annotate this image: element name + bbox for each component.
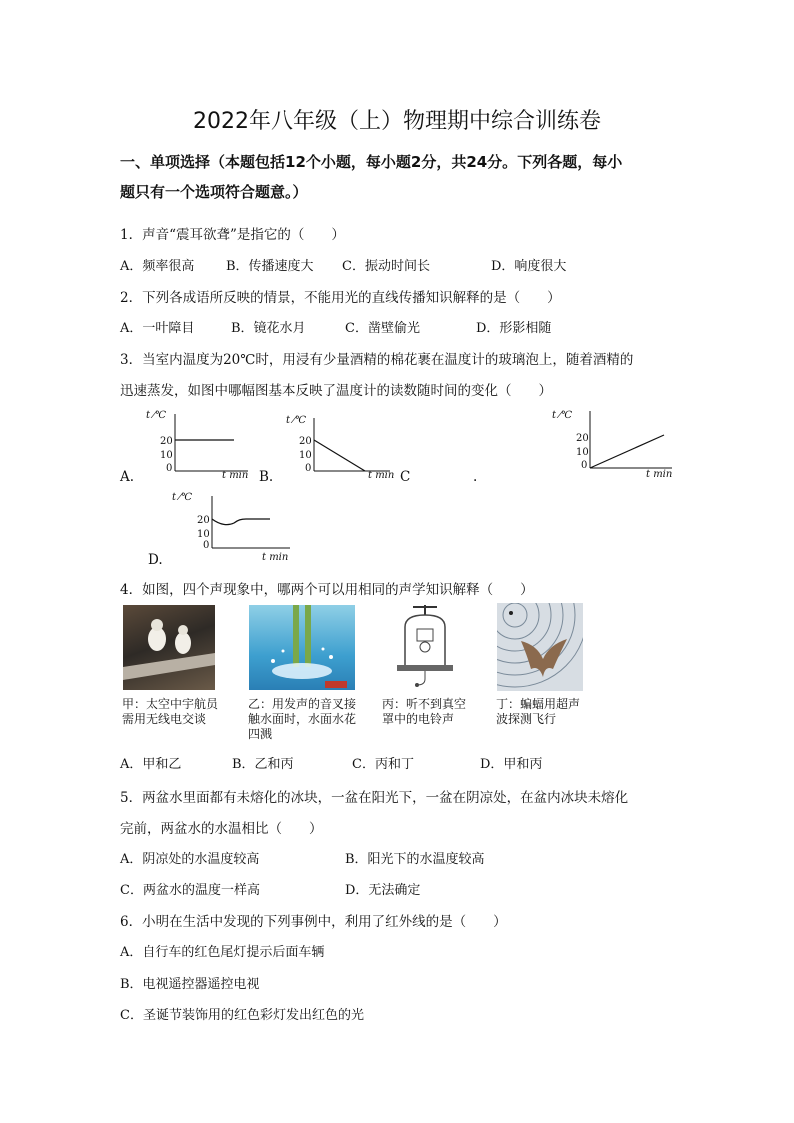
q2-option-c: C．凿壁偷光	[345, 321, 420, 336]
question-5-stem-line2: 完前，两盆水的水温相比（ ）	[120, 821, 323, 837]
q5-option-a: A．阴凉处的水温度较高	[120, 852, 260, 867]
watermark-logo	[325, 681, 347, 688]
caption-ding-line2: 波探测飞行	[496, 712, 557, 726]
q5-option-b: B．阳光下的水温度较高	[345, 852, 485, 867]
graph-d-letter: D.	[148, 552, 163, 568]
graph-b-y-label: t ⁄℃	[286, 415, 307, 426]
graph-c-tick-0: 0	[581, 460, 588, 471]
bell-jar-image	[383, 603, 468, 691]
caption-yi-line2: 触水面时，水面水花	[248, 712, 357, 726]
graph-a-tick-10: 10	[160, 450, 173, 461]
graph-b-tick-20: 20	[299, 436, 312, 447]
caption-bing-line1: 丙：听不到真空	[382, 697, 467, 711]
q1-option-a: A．频率很高	[120, 259, 195, 274]
graph-a-tick-20: 20	[160, 436, 173, 447]
graph-c-x-label: t min	[646, 469, 673, 480]
graph-b-tick-10: 10	[299, 450, 312, 461]
caption-ding-line1: 丁：蝙蝠用超声	[496, 697, 581, 711]
question-1-stem: 1．声音“震耳欲聋”是指它的（ ）	[120, 227, 345, 243]
graph-d-y-label: t ⁄℃	[172, 492, 193, 503]
jar-base	[397, 665, 453, 671]
page-title: 2022年八年级（上）物理期中综合训练卷	[193, 109, 601, 134]
graph-b-x-label: t min	[368, 470, 395, 481]
graph-c-period: .	[473, 469, 478, 485]
q6-option-a: A．自行车的红色尾灯提示后面车辆	[120, 945, 325, 960]
graph-b-curve	[314, 440, 365, 471]
bat-image	[497, 603, 583, 691]
caption-jia-line2: 需用无线电交谈	[122, 712, 207, 726]
section-heading-line1: 一、单项选择（本题包括12个小题，每小题2分，共24分。下列各题，每小	[120, 153, 623, 171]
graph-a-y-label: t ⁄℃	[146, 410, 167, 421]
q4-option-c: C．丙和丁	[352, 757, 414, 772]
insect	[509, 611, 513, 615]
q5-option-d: D．无法确定	[345, 883, 421, 898]
electric-bell	[417, 629, 433, 641]
astronaut-right	[175, 632, 191, 654]
question-4-stem: 4．如图，四个声现象中，哪两个可以用相同的声学知识解释（ ）	[120, 582, 534, 598]
graph-d-tick-10: 10	[197, 529, 210, 540]
question-6-stem: 6．小明在生活中发现的下列事例中，利用了红外线的是（ ）	[120, 914, 507, 930]
astronauts-image	[123, 605, 215, 690]
q4-option-b: B．乙和丙	[232, 757, 294, 772]
q1-option-d: D．响度很大	[491, 259, 567, 274]
q5-option-c: C．两盆水的温度一样高	[120, 883, 260, 898]
question-5-stem-line1: 5．两盆水里面都有未熔化的冰块，一盆在阳光下，一盆在阴凉处，在盆内冰块未熔化	[120, 790, 629, 806]
graph-a-letter: A.	[120, 469, 135, 485]
graph-c-letter: C	[400, 469, 411, 485]
graph-c-tick-10: 10	[576, 447, 589, 458]
station-truss	[123, 653, 215, 680]
q4-option-d: D．甲和丙	[480, 757, 543, 772]
graph-a-tick-0: 0	[166, 463, 173, 474]
q2-option-a: A．一叶障目	[120, 321, 195, 336]
q1-option-b: B．传播速度大	[226, 259, 314, 274]
tuning-fork-image	[249, 605, 355, 690]
q4-option-a: A．甲和乙	[120, 757, 182, 772]
q2-option-b: B．镜花水月	[231, 321, 306, 336]
graph-c-y-label: t ⁄℃	[552, 410, 573, 421]
graph-d-tick-20: 20	[197, 515, 210, 526]
question-3-stem-line1: 3．当室内温度为20℃时，用浸有少量酒精的棉花裹在温度计的玻璃泡上，随着酒精的	[120, 352, 634, 368]
caption-yi-line1: 乙：用发声的音叉接	[248, 697, 357, 711]
graph-c-curve	[590, 435, 664, 468]
section-heading-line2: 题只有一个选项符合题意。）	[120, 183, 308, 201]
caption-bing-line2: 罩中的电铃声	[382, 712, 455, 726]
question-3-stem-line2: 迅速蒸发，如图中哪幅图基本反映了温度计的读数随时间的变化（ ）	[120, 383, 552, 399]
caption-jia-line1: 甲：太空中宇航员	[122, 697, 219, 711]
graph-b-letter: B.	[259, 469, 274, 485]
glass-jar	[405, 615, 445, 665]
graph-a-x-label: t min	[222, 470, 249, 481]
graph-b-tick-0: 0	[305, 463, 312, 474]
graph-d-x-label: t min	[262, 552, 289, 563]
q6-option-b: B．电视遥控器遥控电视	[120, 977, 260, 992]
caption-yi-line3: 四溅	[248, 727, 273, 741]
fork-prong-left	[293, 605, 299, 667]
graph-d-tick-0: 0	[203, 540, 210, 551]
graph-d-curve	[212, 519, 270, 525]
q2-option-d: D．形影相随	[476, 321, 552, 336]
q1-option-c: C．振动时间长	[342, 259, 430, 274]
graph-d	[168, 487, 298, 559]
graph-c-tick-20: 20	[576, 433, 589, 444]
fork-prong-right	[305, 605, 311, 667]
question-2-stem: 2．下列各成语所反映的情景，不能用光的直线传播知识解释的是（ ）	[120, 290, 561, 306]
water-splash	[272, 663, 332, 679]
q6-option-c: C．圣诞节装饰用的红色彩灯发出红色的光	[120, 1008, 364, 1023]
